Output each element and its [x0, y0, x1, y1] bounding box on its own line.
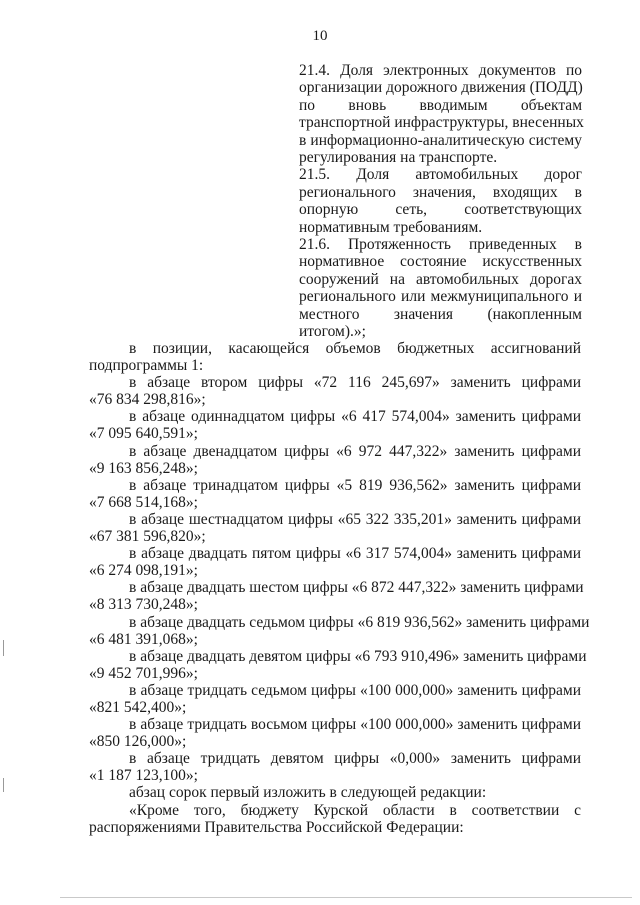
text-line: в абзаце тридцать девятом цифры «0,000» заменить цифрами: [129, 750, 581, 768]
text-line: в абзаце двадцать девятом цифры «6 793 910,496» заменить цифрами: [129, 647, 587, 665]
text-line: в абзаце двадцать седьмом цифры «6 819 936,562» заменить цифрами: [129, 613, 590, 631]
text-line: местного значения (накопленным: [299, 305, 582, 323]
text-line: в информационно-аналитическую систему: [299, 131, 582, 149]
text-line: 21.6. Протяженность приведенных в: [299, 236, 582, 254]
paragraph: [89, 477, 581, 511]
paragraph: [89, 374, 581, 408]
text-line: «6 274 098,191»;: [89, 562, 198, 580]
indicator-item: [299, 62, 582, 166]
text-line: «67 381 596,820»;: [89, 528, 206, 546]
paragraph: [89, 340, 581, 374]
text-line: нормативным требованиям.: [299, 218, 483, 236]
text-line: в позиции, касающейся объемов бюджетных ассигнований: [129, 340, 581, 357]
text-line: в абзаце тридцать седьмом цифры «100 000,000» заменить цифрами: [129, 681, 581, 699]
text-line: 21.5. Доля автомобильных дорог: [299, 166, 582, 184]
scan-edge-mark: [3, 778, 4, 792]
paragraph: [89, 613, 590, 648]
text-line: регионального значения, входящих в: [299, 183, 582, 201]
paragraph: [89, 682, 581, 716]
text-line: транспортной инфраструктуры, внесенных: [299, 114, 584, 132]
text-line: в абзаце двадцать шестом цифры «6 872 447,322» заменить цифрами: [129, 579, 584, 597]
page-number: 10: [312, 28, 328, 44]
text-line: опорную сеть, соответствующих: [299, 201, 582, 219]
text-line: «821 542,400»;: [89, 698, 187, 716]
text-line: в абзаце тринадцатом цифры «5 819 936,562» заменить цифрами: [129, 476, 581, 494]
paragraph: [89, 802, 581, 836]
text-line: «850 126,000»;: [89, 733, 187, 751]
page-bottom-rule: [60, 897, 632, 898]
text-line: в абзаце двенадцатом цифры «6 972 447,322» заменить цифрами: [129, 442, 581, 460]
text-line: регионального или межмуниципального и: [299, 288, 582, 306]
indicator-item: [299, 236, 582, 340]
paragraph: [89, 647, 587, 682]
text-line: «9 163 856,248»;: [89, 459, 198, 477]
text-line: «Кроме того, бюджету Курской области в соответствии с: [129, 801, 581, 819]
text-line: в абзаце шестнадцатом цифры «65 322 335,201» заменить цифрами: [129, 510, 581, 528]
text-line: итогом).»;: [299, 323, 366, 341]
paragraph: [89, 443, 581, 477]
paragraph: [89, 750, 581, 784]
text-line: сооружений на автомобильных дорогах: [299, 270, 582, 288]
text-line: абзац сорок первый изложить в следующей редакции:: [129, 784, 487, 802]
paragraph: [89, 511, 581, 545]
paragraph: [89, 545, 581, 579]
text-line: «9 452 701,996»;: [89, 664, 198, 682]
text-line: регулирования на транспорте.: [299, 149, 498, 167]
text-line: по вновь вводимым объектам: [299, 96, 582, 114]
indicator-list: [299, 62, 582, 341]
indicator-item: [299, 166, 582, 236]
text-line: 21.4. Доля электронных документов по: [299, 62, 582, 79]
text-line: распоряжениями Правительства Российской Федерации:: [89, 818, 464, 836]
paragraph: [89, 579, 584, 614]
text-line: «8 313 730,248»;: [89, 596, 198, 614]
text-line: организации дорожного движения (ПОДД): [299, 79, 583, 97]
text-line: в абзаце тридцать восьмом цифры «100 000,000» заменить цифрами: [129, 716, 581, 734]
text-line: в абзаце двадцать пятом цифры «6 317 574,004» заменить цифрами: [129, 545, 581, 563]
text-line: в абзаце втором цифры «72 116 245,697» заменить цифрами: [129, 374, 581, 392]
text-line: «1 187 123,100»;: [89, 767, 198, 785]
text-line: в абзаце одиннадцатом цифры «6 417 574,004» заменить цифрами: [129, 408, 581, 426]
text-line: нормативное состояние искусственных: [299, 253, 582, 271]
document-body: [89, 340, 590, 836]
text-line: «7 668 514,168»;: [89, 493, 198, 511]
paragraph: [89, 716, 581, 750]
text-line: подпрограммы 1:: [89, 357, 204, 375]
paragraph: [89, 408, 581, 442]
scan-edge-mark: [3, 640, 4, 656]
text-line: «6 481 391,068»;: [89, 630, 198, 648]
text-line: «7 095 640,591»;: [89, 425, 198, 443]
paragraph: [89, 784, 581, 801]
text-line: «76 834 298,816»;: [89, 391, 206, 409]
